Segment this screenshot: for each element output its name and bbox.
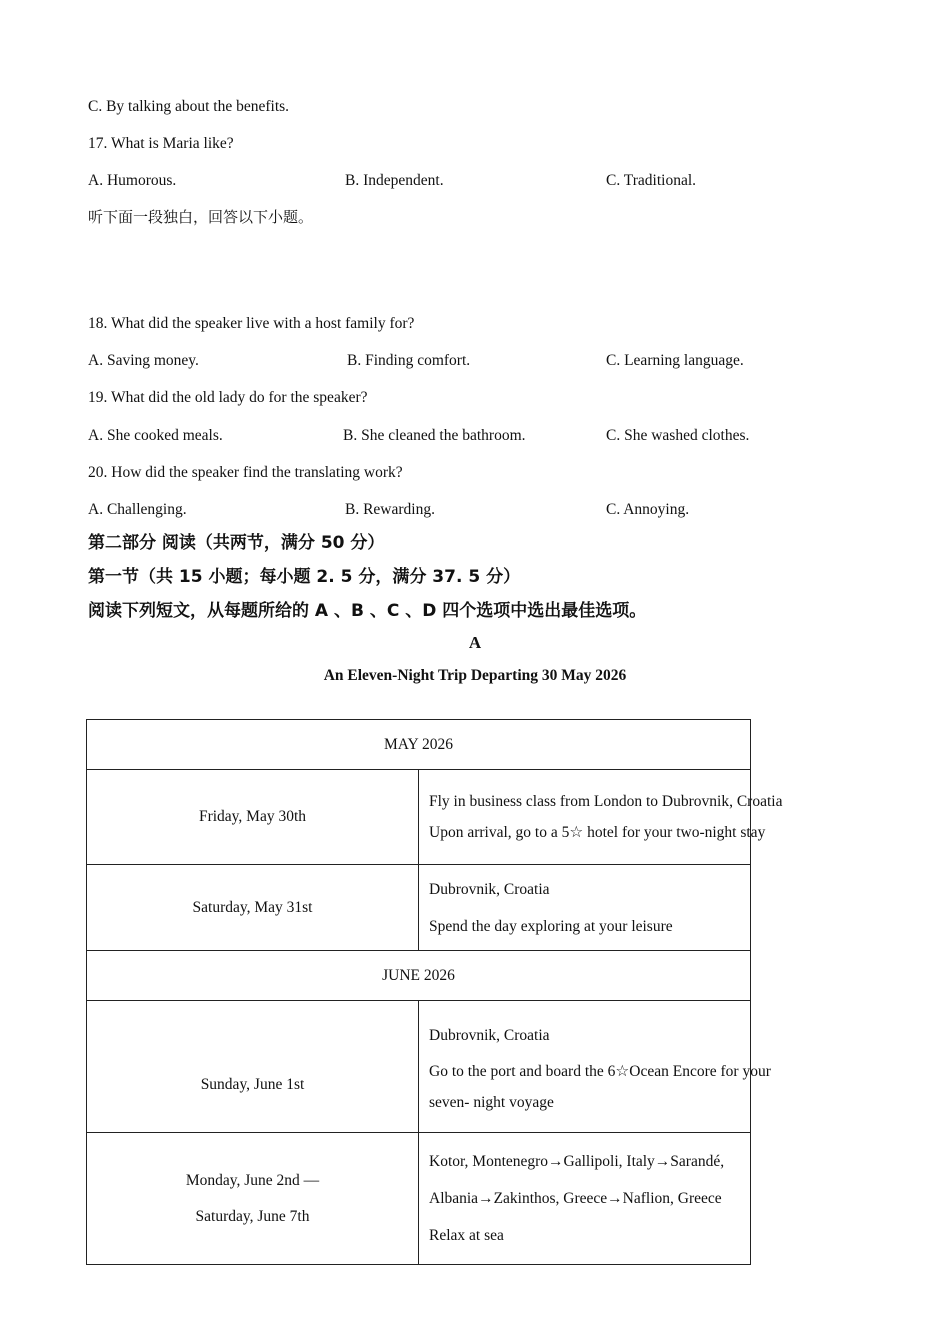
q20-option-c: C. Annoying. [606, 501, 690, 518]
monologue-instruction: 听下面一段独白，回答以下小题。 [88, 208, 314, 226]
q19-option-c: C. She washed clothes. [606, 427, 750, 444]
detail-line: seven- night voyage [429, 1093, 554, 1111]
table-row [87, 1133, 751, 1265]
q17-option-b: B. Independent. [345, 172, 444, 189]
date-cell: Friday, May 30th [87, 770, 419, 865]
detail-cell [419, 1133, 751, 1265]
section-title: 第一节（共 15 小题；每小题 2. 5 分，满分 37. 5 分） [88, 567, 521, 587]
detail-line: Upon arrival, go to a 5☆ hotel for your two-night stay [429, 824, 766, 841]
q17-stem: 17. What is Maria like? [88, 135, 234, 152]
passage-title: An Eleven-Night Trip Departing 30 May 2026 [323, 667, 627, 684]
detail-cell [419, 1001, 771, 1133]
q18-stem: 18. What did the speaker live with a host family for? [88, 315, 415, 332]
q19-option-a: A. She cooked meals. [88, 427, 223, 444]
date-line: Monday, June 2nd — [185, 1171, 320, 1189]
detail-line: Dubrovnik, Croatia [429, 1026, 550, 1044]
table-row [87, 865, 751, 951]
detail-cell [419, 770, 783, 865]
detail-line: Fly in business class from London to Dubrovnik, Croatia [429, 793, 783, 810]
date-cell: Sunday, June 1st [87, 1001, 419, 1133]
detail-line: Spend the day exploring at your leisure [429, 917, 673, 935]
q20-option-a: A. Challenging. [88, 501, 187, 518]
table-row [87, 951, 751, 1001]
q18-option-b: B. Finding comfort. [347, 352, 471, 369]
detail-line: Go to the port and board the 6☆Ocean Encore for your [429, 1062, 771, 1080]
itinerary-table [86, 719, 783, 1265]
q16-option-c: C. By talking about the benefits. [88, 98, 290, 115]
month-header-june: JUNE 2026 [87, 951, 751, 1001]
detail-cell [419, 865, 751, 951]
detail-line: Albania→Zakinthos, Greece→Naflion, Greece [429, 1190, 722, 1207]
q20-option-b: B. Rewarding. [345, 501, 435, 518]
table-row [87, 720, 751, 770]
date-line: Saturday, June 7th [195, 1207, 310, 1225]
q19-option-b: B. She cleaned the bathroom. [343, 427, 526, 444]
table-row [87, 1001, 751, 1133]
date-cell [87, 1133, 419, 1265]
detail-line: Dubrovnik, Croatia [429, 880, 550, 898]
date-cell: Saturday, May 31st [87, 865, 419, 951]
part-title: 第二部分 阅读（共两节，满分 50 分） [88, 533, 385, 553]
q18-option-a: A. Saving money. [88, 352, 199, 369]
month-header-may: MAY 2026 [87, 720, 751, 770]
reading-instruction: 阅读下列短文，从每题所给的 A 、B 、C 、D 四个选项中选出最佳选项。 [88, 601, 647, 621]
detail-line: Kotor, Montenegro→Gallipoli, Italy→Sarandé, [429, 1153, 725, 1170]
q19-stem: 19. What did the old lady do for the speaker? [88, 389, 368, 406]
detail-line: Relax at sea [429, 1227, 504, 1244]
q17-option-c: C. Traditional. [606, 172, 697, 189]
q18-option-c: C. Learning language. [606, 352, 744, 369]
q17-option-a: A. Humorous. [88, 172, 177, 189]
passage-label: A [468, 633, 482, 652]
q20-stem: 20. How did the speaker find the translating work? [88, 464, 403, 481]
table-row [87, 770, 751, 865]
